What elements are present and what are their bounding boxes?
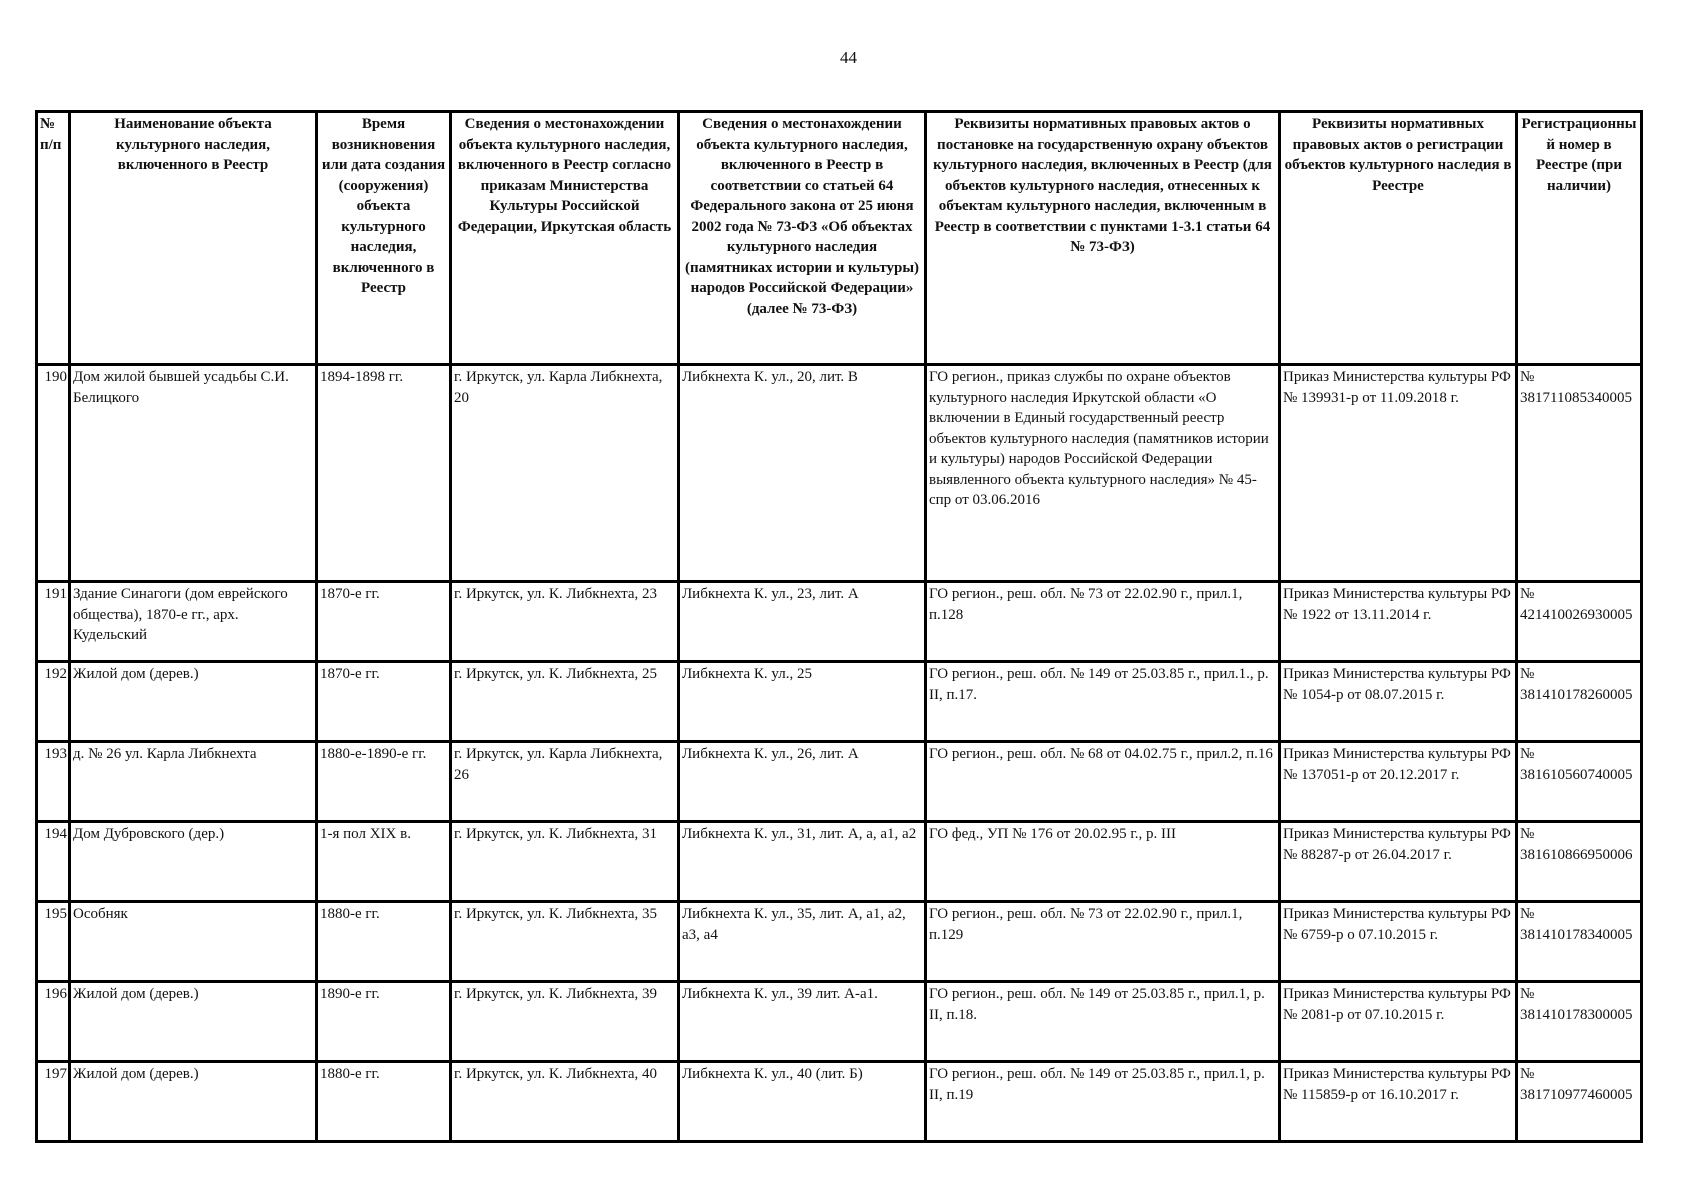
table-row — [37, 365, 1642, 582]
cell-registration-acts: Приказ Министерства культуры РФ № 1922 от 13.11.2014 г. — [1280, 582, 1517, 662]
cell-creation-date: 1870-е гг. — [317, 582, 451, 662]
cell-location-order: г. Иркутск, ул. Карла Либкнехта, 20 — [451, 365, 679, 582]
table-row — [37, 742, 1642, 822]
table-row — [37, 662, 1642, 742]
cell-object-name: д. № 26 ул. Карла Либкнехта — [70, 742, 317, 822]
cell-object-name: Дом жилой бывшей усадьбы С.И. Белицкого — [70, 365, 317, 582]
header-registration-number: Регистрационный номер в Реестре (при наличии) — [1517, 112, 1642, 365]
cell-object-name: Дом Дубровского (дер.) — [70, 822, 317, 902]
header-location-order: Сведения о местонахождении объекта культурного наследия, включенного в Реестр согласно приказам Министерства Культуры Российской Федерации, Иркутская область — [451, 112, 679, 365]
cell-number: 190 — [37, 365, 70, 582]
cell-protection-acts: ГО регион., реш. обл. № 149 от 25.03.85 г., прил.1, р. II, п.19 — [926, 1062, 1280, 1142]
cell-location-order: г. Иркутск, ул. К. Либкнехта, 35 — [451, 902, 679, 982]
cell-number: 196 — [37, 982, 70, 1062]
cell-object-name: Жилой дом (дерев.) — [70, 982, 317, 1062]
cell-creation-date: 1880-е гг. — [317, 1062, 451, 1142]
cell-creation-date: 1890-е гг. — [317, 982, 451, 1062]
cell-registration-number: № 381711085340005 — [1517, 365, 1642, 582]
cell-creation-date: 1880-е-1890-е гг. — [317, 742, 451, 822]
cell-location-law: Либкнехта К. ул., 31, лит. А, а, а1, а2 — [679, 822, 926, 902]
cell-location-law: Либкнехта К. ул., 20, лит. В — [679, 365, 926, 582]
cell-location-order: г. Иркутск, ул. К. Либкнехта, 31 — [451, 822, 679, 902]
cell-location-law: Либкнехта К. ул., 23, лит. А — [679, 582, 926, 662]
table-row — [37, 582, 1642, 662]
cell-creation-date: 1-я пол XIX в. — [317, 822, 451, 902]
cell-number: 194 — [37, 822, 70, 902]
cell-registration-number: № 381610560740005 — [1517, 742, 1642, 822]
cell-location-order: г. Иркутск, ул. К. Либкнехта, 25 — [451, 662, 679, 742]
cell-registration-number: № 381610866950006 — [1517, 822, 1642, 902]
cell-registration-acts: Приказ Министерства культуры РФ № 6759-р о 07.10.2015 г. — [1280, 902, 1517, 982]
cell-protection-acts: ГО регион., реш. обл. № 73 от 22.02.90 г., прил.1, п.129 — [926, 902, 1280, 982]
cell-location-order: г. Иркутск, ул. К. Либкнехта, 40 — [451, 1062, 679, 1142]
cell-object-name: Жилой дом (дерев.) — [70, 662, 317, 742]
header-object-name: Наименование объекта культурного наследия, включенного в Реестр — [70, 112, 317, 365]
cell-protection-acts: ГО фед., УП № 176 от 20.02.95 г., р. III — [926, 822, 1280, 902]
table-row — [37, 902, 1642, 982]
cell-number: 197 — [37, 1062, 70, 1142]
cell-location-law: Либкнехта К. ул., 39 лит. А-а1. — [679, 982, 926, 1062]
cell-number: 193 — [37, 742, 70, 822]
cell-location-law: Либкнехта К. ул., 35, лит. А, а1, а2, а3, а4 — [679, 902, 926, 982]
table-row — [37, 982, 1642, 1062]
cell-registration-number: № 381410178300005 — [1517, 982, 1642, 1062]
table-row — [37, 822, 1642, 902]
cell-registration-acts: Приказ Министерства культуры РФ № 137051-р от 20.12.2017 г. — [1280, 742, 1517, 822]
cell-registration-acts: Приказ Министерства культуры РФ № 88287-р от 26.04.2017 г. — [1280, 822, 1517, 902]
cell-creation-date: 1894-1898 гг. — [317, 365, 451, 582]
cell-protection-acts: ГО регион., приказ службы по охране объектов культурного наследия Иркутской области «О включении в Единый государственный реестр объектов культурного наследия (памятников истории и культуры) народов Российской Федерации выявленного объекта культурного наследия» № 45-спр от 03.06.2016 — [926, 365, 1280, 582]
cell-protection-acts: ГО регион., реш. обл. № 149 от 25.03.85 г., прил.1, р. II, п.18. — [926, 982, 1280, 1062]
cell-number: 195 — [37, 902, 70, 982]
cell-object-name: Особняк — [70, 902, 317, 982]
header-number: № п/п — [37, 112, 70, 365]
cell-location-law: Либкнехта К. ул., 40 (лит. Б) — [679, 1062, 926, 1142]
cell-location-law: Либкнехта К. ул., 26, лит. А — [679, 742, 926, 822]
cell-registration-acts: Приказ Министерства культуры РФ № 139931-р от 11.09.2018 г. — [1280, 365, 1517, 582]
cell-protection-acts: ГО регион., реш. обл. № 149 от 25.03.85 г., прил.1., р. II, п.17. — [926, 662, 1280, 742]
cell-protection-acts: ГО регион., реш. обл. № 73 от 22.02.90 г., прил.1, п.128 — [926, 582, 1280, 662]
cell-number: 191 — [37, 582, 70, 662]
table-row — [37, 1062, 1642, 1142]
page-number: 44 — [840, 48, 857, 67]
cell-creation-date: 1880-е гг. — [317, 902, 451, 982]
header-creation-date: Время возникновения или дата создания (сооружения) объекта культурного наследия, включенного в Реестр — [317, 112, 451, 365]
cell-location-order: г. Иркутск, ул. К. Либкнехта, 23 — [451, 582, 679, 662]
heritage-registry-table — [35, 110, 1643, 1143]
cell-object-name: Здание Синагоги (дом еврейского общества), 1870-е гг., арх. Кудельский — [70, 582, 317, 662]
cell-location-order: г. Иркутск, ул. Карла Либкнехта, 26 — [451, 742, 679, 822]
cell-registration-number: № 381410178340005 — [1517, 902, 1642, 982]
cell-registration-number: № 381710977460005 — [1517, 1062, 1642, 1142]
cell-creation-date: 1870-е гг. — [317, 662, 451, 742]
cell-registration-number: № 421410026930005 — [1517, 582, 1642, 662]
cell-registration-acts: Приказ Министерства культуры РФ № 1054-р от 08.07.2015 г. — [1280, 662, 1517, 742]
cell-registration-acts: Приказ Министерства культуры РФ № 2081-р от 07.10.2015 г. — [1280, 982, 1517, 1062]
cell-registration-acts: Приказ Министерства культуры РФ № 115859-р от 16.10.2017 г. — [1280, 1062, 1517, 1142]
cell-object-name: Жилой дом (дерев.) — [70, 1062, 317, 1142]
cell-number: 192 — [37, 662, 70, 742]
header-location-law: Сведения о местонахождении объекта культурного наследия, включенного в Реестр в соответствии со статьей 64 Федерального закона от 25 июня 2002 года № 73-ФЗ «Об объектах культурного наследия (памятниках истории и культуры) народов Российской Федерации» (далее № 73-ФЗ) — [679, 112, 926, 365]
header-protection-acts: Реквизиты нормативных правовых актов о постановке на государственную охрану объектов культурного наследия, включенных в Реестр (для объектов культурного наследия, отнесенных к объектам культурного наследия, включенным в Реестр в соответствии с пунктами 1-3.1 статьи 64 № 73-ФЗ) — [926, 112, 1280, 365]
header-registration-acts: Реквизиты нормативных правовых актов о регистрации объектов культурного наследия в Реестре — [1280, 112, 1517, 365]
table-header-row — [37, 112, 1642, 365]
cell-location-law: Либкнехта К. ул., 25 — [679, 662, 926, 742]
cell-protection-acts: ГО регион., реш. обл. № 68 от 04.02.75 г., прил.2, п.16 — [926, 742, 1280, 822]
cell-registration-number: № 381410178260005 — [1517, 662, 1642, 742]
cell-location-order: г. Иркутск, ул. К. Либкнехта, 39 — [451, 982, 679, 1062]
